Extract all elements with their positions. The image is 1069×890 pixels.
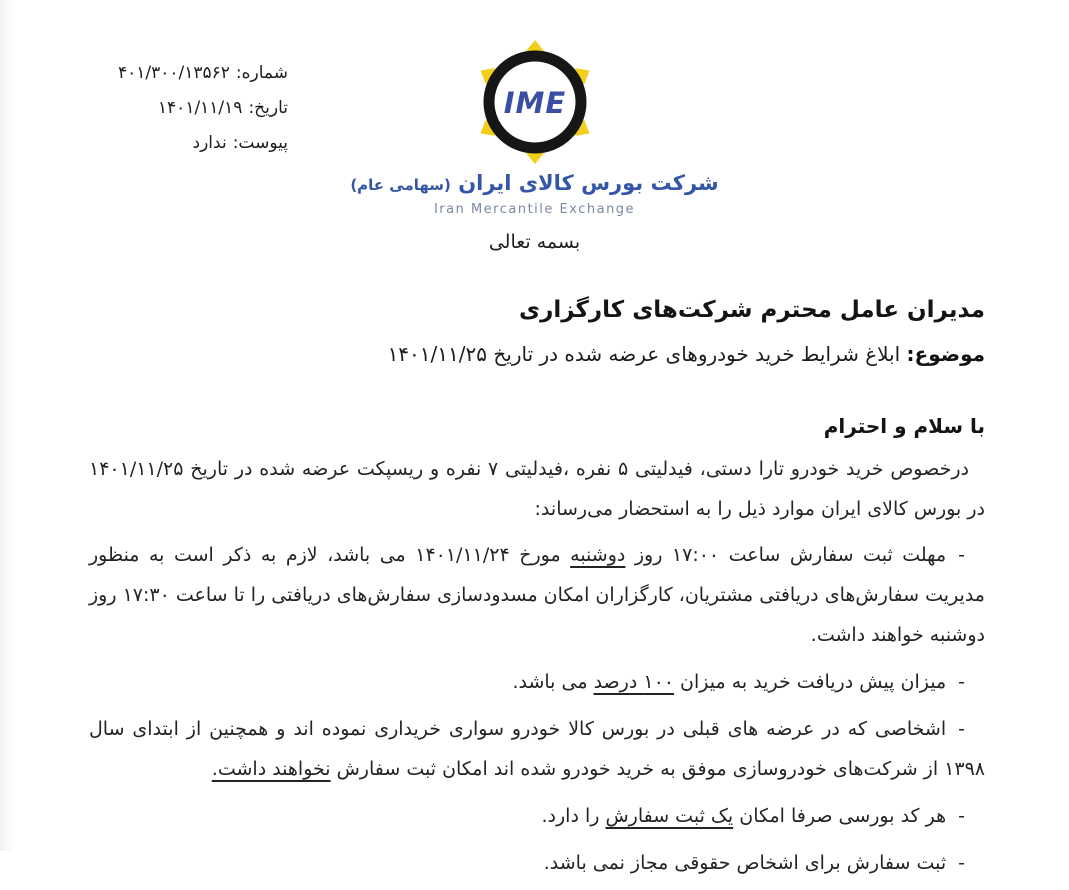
bullet-text-underlined: نخواهند داشت.	[211, 758, 331, 780]
bullet-text-underlined: ۱۰۰ درصد	[593, 671, 674, 693]
letter-body	[89, 292, 985, 890]
recipient-title: مدیران عامل محترم شرکت‌های کارگزاری	[519, 297, 985, 323]
subject-line	[89, 338, 985, 371]
company-name-fa	[0, 170, 1069, 198]
salutation: با سلام و احترام	[823, 414, 985, 438]
bullet-text-underlined: دوشنبه	[570, 544, 626, 566]
bullet-text-post: می باشد.	[512, 671, 594, 693]
company-name-fa-text: شرکت بورس کالای ایران	[458, 171, 719, 195]
bullet-text-pre: میزان پیش دریافت خرید به میزان	[673, 671, 947, 693]
bullet-text-pre: مهلت ثبت سفارش ساعت ۱۷:۰۰ روز	[625, 544, 947, 566]
meta-label-number: شماره:	[235, 63, 288, 83]
bullet-text-underlined: یک ثبت سفارش	[605, 805, 734, 827]
list-item	[89, 843, 985, 883]
company-name-en: Iran Mercantile Exchange	[433, 202, 636, 217]
list-item	[89, 709, 985, 789]
dash-marker: -	[958, 805, 965, 827]
meta-value-number: ۴۰۱/۳۰۰/۱۳۵۶۲	[117, 63, 230, 83]
ime-logo-icon	[475, 42, 595, 162]
dash-marker: -	[958, 544, 965, 566]
bullet-text-pre: هر کد بورسی صرفا امکان	[733, 805, 947, 827]
meta-label-attachment: پیوست:	[232, 133, 288, 153]
intro-paragraph: درخصوص خرید خودرو تارا دستی، فیدلیتی ۵ نفره ،فیدلیتی ۷ نفره و ریسپکت عرضه شده در تاریخ ۱۴۰۱/۱۱/۲۵ در بورس کالای ایران موارد ذیل را به استحضار می‌رساند:	[89, 458, 985, 520]
bullet-text-pre: ثبت سفارش برای اشخاص حقوقی مجاز نمی باشد.	[543, 852, 947, 874]
bullet-text-post: مورخ ۱۴۰۱/۱۱/۲۴ می باشد، لازم به ذکر است به منظور مدیریت سفارش‌های دریافتی مشتریان، کارگزاران امکان مسدودسازی سفارش‌های دریافتی را تا ساعت ۱۷:۳۰ روز دوشنبه خواهند داشت.	[89, 544, 985, 646]
subject-text: ابلاغ شرایط خرید خودروهای عرضه شده در تاریخ ۱۴۰۱/۱۱/۲۵	[387, 342, 901, 366]
company-type-fa: (سهامی عام)	[350, 176, 451, 194]
list-item	[89, 796, 985, 836]
subject-label: موضوع:	[906, 342, 985, 366]
logo-block	[0, 42, 1069, 218]
bullet-list	[89, 535, 985, 883]
list-item	[89, 662, 985, 702]
bismillah: بسمه تعالی	[488, 231, 581, 253]
meta-label-date: تاریخ:	[248, 98, 288, 118]
dash-marker: -	[958, 718, 965, 740]
logo-monogram: IME	[503, 86, 566, 120]
bullet-text-post: را دارد.	[541, 805, 606, 827]
meta-value-date: ۱۴۰۱/۱۱/۱۹	[157, 98, 243, 118]
meta-value-attachment: ندارد	[192, 133, 227, 153]
dash-marker: -	[958, 852, 965, 874]
dash-marker: -	[958, 671, 965, 693]
bullet-text-pre: اشخاصی که در عرضه های قبلی در بورس کالا خودرو سواری خریداری نموده اند و همچنین از ابتدای سال ۱۳۹۸ از شرکت‌های خودروسازی موفق به خرید خودرو شده اند امکان ثبت سفارش	[89, 718, 985, 780]
list-item	[89, 535, 985, 655]
